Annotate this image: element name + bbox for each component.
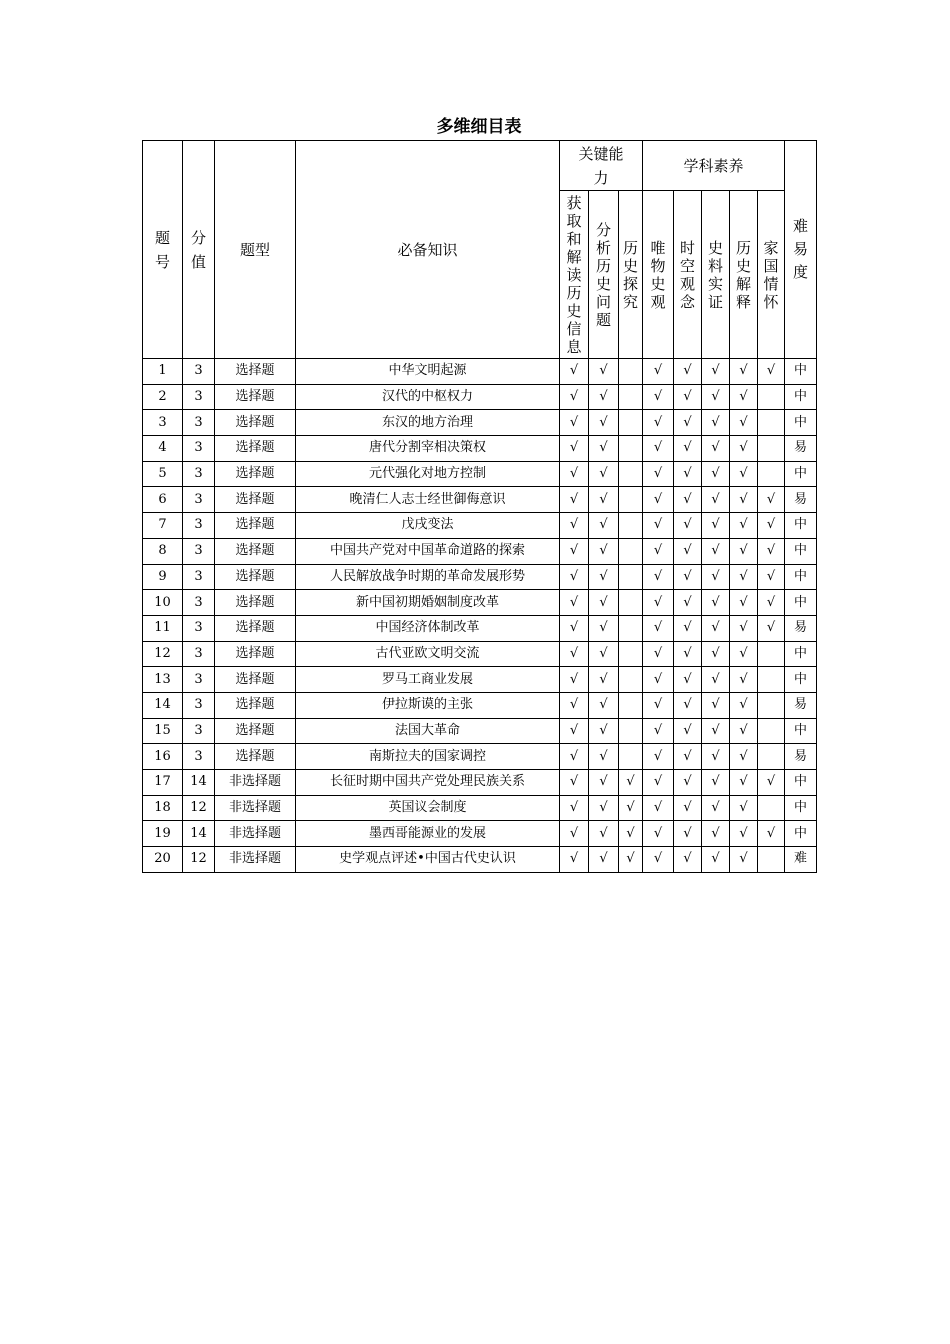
cell-knowledge: 长征时期中国共产党处理民族关系	[296, 770, 560, 796]
cell-type: 选择题	[215, 359, 296, 385]
cell-evidence-check: √	[702, 564, 730, 590]
cell-difficulty: 易	[785, 615, 817, 641]
cell-knowledge: 中国共产党对中国革命道路的探索	[296, 538, 560, 564]
cell-number: 8	[143, 538, 183, 564]
cell-interpretation-check: √	[730, 692, 758, 718]
cell-materialism-check: √	[643, 615, 674, 641]
cell-type: 选择题	[215, 410, 296, 436]
cell-interpretation-check: √	[730, 564, 758, 590]
cell-patriotism-check: √	[758, 821, 785, 847]
cell-number: 14	[143, 692, 183, 718]
header-patriotism: 家国情怀	[758, 191, 785, 359]
cell-materialism-check: √	[643, 487, 674, 513]
cell-info-check: √	[560, 615, 589, 641]
cell-type: 非选择题	[215, 847, 296, 873]
cell-score: 3	[183, 744, 215, 770]
cell-spacetime-check: √	[674, 667, 702, 693]
cell-patriotism-check	[758, 461, 785, 487]
cell-patriotism-check	[758, 384, 785, 410]
cell-analysis-check: √	[589, 692, 619, 718]
cell-difficulty: 中	[785, 359, 817, 385]
cell-number: 1	[143, 359, 183, 385]
cell-difficulty: 中	[785, 461, 817, 487]
cell-number: 2	[143, 384, 183, 410]
cell-difficulty: 中	[785, 821, 817, 847]
cell-knowledge: 唐代分割宰相决策权	[296, 436, 560, 462]
cell-evidence-check: √	[702, 461, 730, 487]
cell-patriotism-check: √	[758, 487, 785, 513]
cell-difficulty: 易	[785, 692, 817, 718]
cell-interpretation-check: √	[730, 461, 758, 487]
cell-type: 非选择题	[215, 821, 296, 847]
cell-interpretation-check: √	[730, 359, 758, 385]
cell-patriotism-check	[758, 692, 785, 718]
cell-analysis-check: √	[589, 461, 619, 487]
header-interpretation: 历史解释	[730, 191, 758, 359]
cell-interpretation-check: √	[730, 615, 758, 641]
cell-number: 19	[143, 821, 183, 847]
header-info: 获取和解读历史信息	[560, 191, 589, 359]
table-row	[143, 538, 817, 564]
cell-score: 3	[183, 590, 215, 616]
table-row	[143, 436, 817, 462]
cell-score: 3	[183, 667, 215, 693]
cell-difficulty: 易	[785, 487, 817, 513]
page-title: 多维细目表	[436, 117, 522, 137]
cell-score: 3	[183, 564, 215, 590]
cell-knowledge: 罗马工商业发展	[296, 667, 560, 693]
cell-score: 3	[183, 615, 215, 641]
cell-spacetime-check: √	[674, 564, 702, 590]
cell-difficulty: 中	[785, 795, 817, 821]
table-row	[143, 410, 817, 436]
cell-difficulty: 易	[785, 744, 817, 770]
cell-materialism-check: √	[643, 692, 674, 718]
cell-explore-check	[619, 461, 643, 487]
cell-type: 选择题	[215, 641, 296, 667]
table-row	[143, 770, 817, 796]
table-row	[143, 667, 817, 693]
cell-difficulty: 中	[785, 384, 817, 410]
cell-info-check: √	[560, 590, 589, 616]
cell-interpretation-check: √	[730, 667, 758, 693]
cell-type: 选择题	[215, 513, 296, 539]
cell-number: 11	[143, 615, 183, 641]
cell-evidence-check: √	[702, 359, 730, 385]
cell-info-check: √	[560, 410, 589, 436]
cell-knowledge: 墨西哥能源业的发展	[296, 821, 560, 847]
cell-patriotism-check: √	[758, 770, 785, 796]
cell-info-check: √	[560, 461, 589, 487]
cell-patriotism-check: √	[758, 590, 785, 616]
cell-knowledge: 人民解放战争时期的革命发展形势	[296, 564, 560, 590]
cell-evidence-check: √	[702, 538, 730, 564]
cell-type: 选择题	[215, 487, 296, 513]
cell-evidence-check: √	[702, 590, 730, 616]
cell-materialism-check: √	[643, 795, 674, 821]
cell-materialism-check: √	[643, 461, 674, 487]
cell-info-check: √	[560, 487, 589, 513]
cell-interpretation-check: √	[730, 487, 758, 513]
header-materialism: 唯物史观	[643, 191, 674, 359]
cell-knowledge: 新中国初期婚姻制度改革	[296, 590, 560, 616]
cell-number: 10	[143, 590, 183, 616]
cell-difficulty: 中	[785, 564, 817, 590]
cell-spacetime-check: √	[674, 641, 702, 667]
cell-explore-check: √	[619, 821, 643, 847]
cell-materialism-check: √	[643, 359, 674, 385]
cell-info-check: √	[560, 359, 589, 385]
cell-evidence-check: √	[702, 384, 730, 410]
cell-knowledge: 古代亚欧文明交流	[296, 641, 560, 667]
cell-explore-check	[619, 641, 643, 667]
cell-score: 3	[183, 718, 215, 744]
cell-type: 选择题	[215, 461, 296, 487]
table-row	[143, 692, 817, 718]
cell-analysis-check: √	[589, 795, 619, 821]
cell-type: 选择题	[215, 384, 296, 410]
cell-evidence-check: √	[702, 692, 730, 718]
cell-number: 18	[143, 795, 183, 821]
header-key-ability: 关键能力	[560, 141, 643, 191]
cell-difficulty: 中	[785, 410, 817, 436]
cell-spacetime-check: √	[674, 436, 702, 462]
cell-patriotism-check	[758, 410, 785, 436]
header-type: 题型	[215, 141, 296, 359]
cell-number: 3	[143, 410, 183, 436]
table-row	[143, 461, 817, 487]
cell-materialism-check: √	[643, 718, 674, 744]
cell-explore-check	[619, 718, 643, 744]
cell-explore-check	[619, 487, 643, 513]
cell-knowledge: 元代强化对地方控制	[296, 461, 560, 487]
cell-info-check: √	[560, 821, 589, 847]
cell-knowledge: 史学观点评述•中国古代史认识	[296, 847, 560, 873]
table-row	[143, 384, 817, 410]
cell-type: 选择题	[215, 667, 296, 693]
cell-materialism-check: √	[643, 847, 674, 873]
cell-knowledge: 晚清仁人志士经世御侮意识	[296, 487, 560, 513]
cell-knowledge: 法国大革命	[296, 718, 560, 744]
cell-explore-check	[619, 744, 643, 770]
cell-analysis-check: √	[589, 821, 619, 847]
header-difficulty: 难易度	[785, 141, 817, 359]
cell-type: 选择题	[215, 692, 296, 718]
cell-knowledge: 南斯拉夫的国家调控	[296, 744, 560, 770]
cell-patriotism-check: √	[758, 564, 785, 590]
cell-number: 20	[143, 847, 183, 873]
cell-knowledge: 汉代的中枢权力	[296, 384, 560, 410]
cell-score: 3	[183, 359, 215, 385]
cell-knowledge: 戊戌变法	[296, 513, 560, 539]
table-row	[143, 590, 817, 616]
cell-type: 非选择题	[215, 795, 296, 821]
cell-difficulty: 中	[785, 770, 817, 796]
cell-number: 9	[143, 564, 183, 590]
cell-materialism-check: √	[643, 564, 674, 590]
cell-score: 3	[183, 487, 215, 513]
cell-info-check: √	[560, 564, 589, 590]
cell-spacetime-check: √	[674, 744, 702, 770]
cell-info-check: √	[560, 384, 589, 410]
cell-analysis-check: √	[589, 487, 619, 513]
cell-interpretation-check: √	[730, 384, 758, 410]
cell-explore-check: √	[619, 770, 643, 796]
table-row	[143, 641, 817, 667]
cell-number: 4	[143, 436, 183, 462]
cell-analysis-check: √	[589, 770, 619, 796]
cell-spacetime-check: √	[674, 718, 702, 744]
cell-number: 17	[143, 770, 183, 796]
cell-knowledge: 中华文明起源	[296, 359, 560, 385]
cell-info-check: √	[560, 641, 589, 667]
cell-spacetime-check: √	[674, 692, 702, 718]
cell-knowledge: 东汉的地方治理	[296, 410, 560, 436]
cell-materialism-check: √	[643, 384, 674, 410]
cell-knowledge: 英国议会制度	[296, 795, 560, 821]
cell-interpretation-check: √	[730, 770, 758, 796]
cell-explore-check: √	[619, 847, 643, 873]
cell-difficulty: 中	[785, 513, 817, 539]
cell-type: 选择题	[215, 615, 296, 641]
cell-spacetime-check: √	[674, 461, 702, 487]
cell-score: 3	[183, 461, 215, 487]
cell-spacetime-check: √	[674, 770, 702, 796]
cell-difficulty: 中	[785, 590, 817, 616]
cell-analysis-check: √	[589, 513, 619, 539]
cell-info-check: √	[560, 718, 589, 744]
cell-analysis-check: √	[589, 436, 619, 462]
cell-analysis-check: √	[589, 359, 619, 385]
cell-knowledge: 伊拉斯谟的主张	[296, 692, 560, 718]
cell-interpretation-check: √	[730, 538, 758, 564]
cell-explore-check	[619, 590, 643, 616]
table-row	[143, 513, 817, 539]
cell-explore-check	[619, 692, 643, 718]
table-row	[143, 821, 817, 847]
cell-evidence-check: √	[702, 795, 730, 821]
cell-materialism-check: √	[643, 667, 674, 693]
cell-analysis-check: √	[589, 718, 619, 744]
header-explore: 历史探究	[619, 191, 643, 359]
cell-analysis-check: √	[589, 590, 619, 616]
cell-spacetime-check: √	[674, 410, 702, 436]
table-row	[143, 847, 817, 873]
cell-info-check: √	[560, 667, 589, 693]
cell-evidence-check: √	[702, 615, 730, 641]
cell-score: 12	[183, 795, 215, 821]
cell-spacetime-check: √	[674, 384, 702, 410]
cell-spacetime-check: √	[674, 590, 702, 616]
cell-materialism-check: √	[643, 821, 674, 847]
cell-evidence-check: √	[702, 770, 730, 796]
cell-number: 12	[143, 641, 183, 667]
cell-score: 3	[183, 436, 215, 462]
cell-patriotism-check	[758, 718, 785, 744]
cell-explore-check	[619, 513, 643, 539]
header-evidence: 史料实证	[702, 191, 730, 359]
cell-evidence-check: √	[702, 821, 730, 847]
cell-materialism-check: √	[643, 538, 674, 564]
cell-score: 3	[183, 513, 215, 539]
cell-score: 14	[183, 770, 215, 796]
table-header	[143, 141, 817, 359]
cell-difficulty: 中	[785, 538, 817, 564]
specification-table	[142, 140, 817, 873]
cell-score: 12	[183, 847, 215, 873]
cell-difficulty: 易	[785, 436, 817, 462]
cell-analysis-check: √	[589, 615, 619, 641]
cell-info-check: √	[560, 744, 589, 770]
cell-number: 7	[143, 513, 183, 539]
cell-difficulty: 中	[785, 718, 817, 744]
cell-analysis-check: √	[589, 641, 619, 667]
cell-info-check: √	[560, 795, 589, 821]
cell-type: 选择题	[215, 744, 296, 770]
cell-score: 3	[183, 692, 215, 718]
cell-spacetime-check: √	[674, 847, 702, 873]
cell-interpretation-check: √	[730, 436, 758, 462]
cell-evidence-check: √	[702, 487, 730, 513]
cell-difficulty: 中	[785, 641, 817, 667]
cell-explore-check	[619, 359, 643, 385]
cell-difficulty: 难	[785, 847, 817, 873]
cell-interpretation-check: √	[730, 744, 758, 770]
cell-analysis-check: √	[589, 410, 619, 436]
table-row	[143, 615, 817, 641]
table-row	[143, 744, 817, 770]
cell-analysis-check: √	[589, 564, 619, 590]
cell-patriotism-check: √	[758, 615, 785, 641]
cell-info-check: √	[560, 692, 589, 718]
table-body	[143, 359, 817, 873]
cell-score: 3	[183, 384, 215, 410]
cell-materialism-check: √	[643, 641, 674, 667]
cell-spacetime-check: √	[674, 513, 702, 539]
cell-interpretation-check: √	[730, 847, 758, 873]
cell-score: 3	[183, 641, 215, 667]
cell-materialism-check: √	[643, 590, 674, 616]
cell-info-check: √	[560, 538, 589, 564]
header-analysis: 分析历史问题	[589, 191, 619, 359]
cell-explore-check	[619, 615, 643, 641]
cell-explore-check	[619, 410, 643, 436]
cell-explore-check	[619, 436, 643, 462]
cell-patriotism-check	[758, 847, 785, 873]
cell-evidence-check: √	[702, 513, 730, 539]
cell-spacetime-check: √	[674, 487, 702, 513]
cell-interpretation-check: √	[730, 718, 758, 744]
cell-score: 14	[183, 821, 215, 847]
cell-analysis-check: √	[589, 667, 619, 693]
cell-info-check: √	[560, 847, 589, 873]
cell-type: 选择题	[215, 590, 296, 616]
cell-spacetime-check: √	[674, 821, 702, 847]
cell-score: 3	[183, 410, 215, 436]
cell-analysis-check: √	[589, 384, 619, 410]
cell-info-check: √	[560, 436, 589, 462]
cell-evidence-check: √	[702, 667, 730, 693]
cell-patriotism-check: √	[758, 538, 785, 564]
cell-patriotism-check	[758, 641, 785, 667]
table-row	[143, 795, 817, 821]
cell-difficulty: 中	[785, 667, 817, 693]
cell-explore-check: √	[619, 795, 643, 821]
cell-type: 非选择题	[215, 770, 296, 796]
cell-materialism-check: √	[643, 770, 674, 796]
cell-score: 3	[183, 538, 215, 564]
cell-explore-check	[619, 384, 643, 410]
cell-interpretation-check: √	[730, 513, 758, 539]
cell-explore-check	[619, 564, 643, 590]
cell-materialism-check: √	[643, 436, 674, 462]
cell-spacetime-check: √	[674, 795, 702, 821]
cell-analysis-check: √	[589, 847, 619, 873]
cell-number: 16	[143, 744, 183, 770]
cell-patriotism-check: √	[758, 359, 785, 385]
cell-patriotism-check	[758, 667, 785, 693]
cell-interpretation-check: √	[730, 795, 758, 821]
cell-info-check: √	[560, 513, 589, 539]
cell-evidence-check: √	[702, 410, 730, 436]
cell-interpretation-check: √	[730, 641, 758, 667]
cell-evidence-check: √	[702, 744, 730, 770]
cell-materialism-check: √	[643, 410, 674, 436]
cell-evidence-check: √	[702, 847, 730, 873]
cell-interpretation-check: √	[730, 410, 758, 436]
table-row	[143, 487, 817, 513]
cell-patriotism-check	[758, 795, 785, 821]
cell-analysis-check: √	[589, 744, 619, 770]
table-row	[143, 718, 817, 744]
cell-type: 选择题	[215, 538, 296, 564]
cell-spacetime-check: √	[674, 615, 702, 641]
cell-spacetime-check: √	[674, 538, 702, 564]
cell-patriotism-check	[758, 744, 785, 770]
cell-materialism-check: √	[643, 513, 674, 539]
cell-evidence-check: √	[702, 641, 730, 667]
cell-number: 5	[143, 461, 183, 487]
cell-type: 选择题	[215, 564, 296, 590]
cell-patriotism-check	[758, 436, 785, 462]
table-row	[143, 359, 817, 385]
cell-number: 13	[143, 667, 183, 693]
cell-info-check: √	[560, 770, 589, 796]
cell-type: 选择题	[215, 718, 296, 744]
header-number: 题号	[143, 141, 183, 359]
cell-interpretation-check: √	[730, 590, 758, 616]
header-knowledge: 必备知识	[296, 141, 560, 359]
cell-analysis-check: √	[589, 538, 619, 564]
cell-evidence-check: √	[702, 718, 730, 744]
cell-type: 选择题	[215, 436, 296, 462]
cell-knowledge: 中国经济体制改革	[296, 615, 560, 641]
cell-materialism-check: √	[643, 744, 674, 770]
table-row	[143, 564, 817, 590]
cell-number: 15	[143, 718, 183, 744]
cell-explore-check	[619, 538, 643, 564]
cell-explore-check	[619, 667, 643, 693]
header-literacy: 学科素养	[643, 141, 785, 191]
cell-spacetime-check: √	[674, 359, 702, 385]
cell-number: 6	[143, 487, 183, 513]
header-score: 分值	[183, 141, 215, 359]
cell-interpretation-check: √	[730, 821, 758, 847]
cell-patriotism-check: √	[758, 513, 785, 539]
cell-evidence-check: √	[702, 436, 730, 462]
header-spacetime: 时空观念	[674, 191, 702, 359]
